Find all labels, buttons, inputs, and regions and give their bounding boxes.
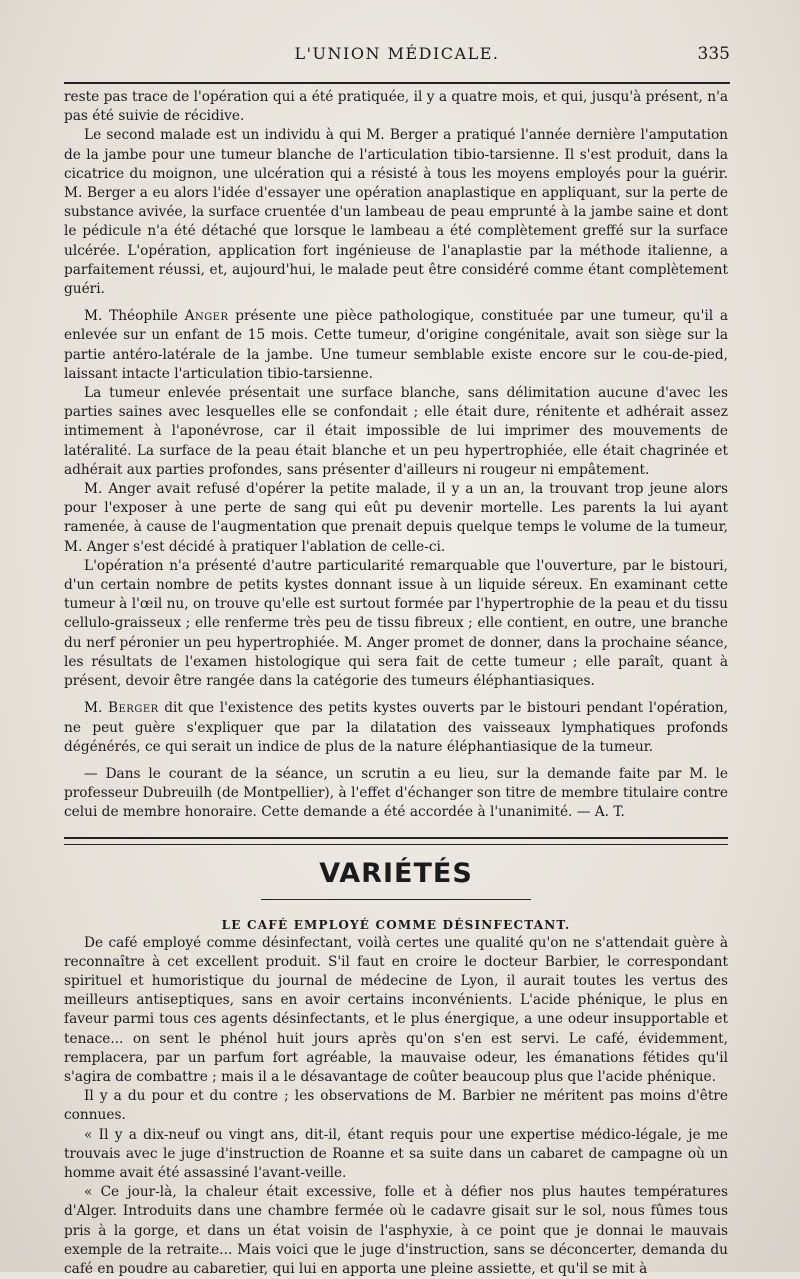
paragraph: La tumeur enlevée présentait une surface blanche, sans délimitation aucune d'avec les parties saines avec lesquelles elle se confondait ; elle était dure, rénitente et adhérait assez intimement à l'aponévrose, car il était impossible de lui imprimer des mouvements de latéralité. La surface de la peau était blanche et un peu hypertrophiée, elle était chagrinée et adhérait aux parties profondes, sans présenter d'ailleurs ni rougeur ni empâtement. <box>64 385 728 478</box>
paragraph: « Il y a dix-neuf ou vingt ans, dit-il, étant requis pour une expertise médico-légale, je me trouvais avec le juge d'instruction de Roanne et sa suite dans un cabaret de campagne où un homme avait été assassiné l'avant-veille. <box>64 1126 728 1181</box>
article-title: LE CAFÉ EMPLOYÉ COMME DÉSINFECTANT. <box>221 917 571 932</box>
section-title: VARIÉTÉS <box>319 857 473 889</box>
paragraph-lead: M. Théophile <box>84 308 185 325</box>
section-title-rule <box>261 899 531 900</box>
paragraph <box>64 307 728 384</box>
section-divider <box>64 837 728 845</box>
paragraph: « Ce jour-là, la chaleur était excessive, folle et à défier nos plus hautes températures d'Alger. Introduits dans une chambre fermée où le cadavre gisait sur le sol, nous fûmes tous pris à la gorge, et dans un état voisin de l'asphyxie, à ce point que je donnai le mauvais exemple de la retraite... Mais voici que le juge d'instruction, sans se déconcerter, demanda du café en poudre au cabaretier, qui lui en apporta une pleine assiette, et qu'il se mit à <box>64 1184 728 1277</box>
speaker-name: Anger <box>184 308 229 325</box>
page-number: 335 <box>697 44 730 64</box>
paragraph: De café employé comme désinfectant, voilà certes une qualité qu'on ne s'attendait guère à reconnaître à cet excellent produit. S'il faut en croire le docteur Barbier, le correspondant spirituel et humoristique du journal de médecine de Lyon, il aurait toutes les vertus des meilleurs antiseptiques, sans en avoir certains inconvénients. L'acide phénique, le plus en faveur parmi tous ces agents désinfectants, et le plus énergique, a une odeur insupportable et tenace... on sent le phénol huit jours après qu'on s'en est servi. Le café, évidemment, remplacera, par un parfum fort agréable, la mauvaise odeur, les émanations fétides qu'il s'agira de combattre ; mais il a le désavantage de coûter beaucoup plus que l'acide phénique. <box>64 934 728 1085</box>
speaker-name: Berger <box>107 700 159 717</box>
header-rule <box>64 82 730 84</box>
page-body <box>64 88 728 1279</box>
paragraph: M. Anger avait refusé d'opérer la petite malade, il y a un an, la trouvant trop jeune alors pour l'exposer à une perte de sang qui eût pu devenir mortelle. Les parents la lui ayant ramenée, à cause de l'augmentation que prenait depuis quelque temps le volume de la tumeur, M. Anger s'est décidé à pratiquer l'ablation de celle-ci. <box>64 481 728 555</box>
page-header <box>64 44 730 72</box>
paragraph-text: présente une pièce pathologique, constituée par une tumeur, qu'il a enlevée sur un enfant de 15 mois. Cette tumeur, d'origine congénitale, avait son siège sur la partie antéro-latérale de la jambe. Une tumeur semblable existe encore sur le cou-de-pied, laissant intacte l'articulation tibio-tarsienne. <box>64 308 728 382</box>
paragraph: reste pas trace de l'opération qui a été pratiquée, il y a quatre mois, et qui, jusqu'à présent, n'a pas été suivie de récidive. <box>64 89 728 125</box>
paragraph-text: dit que l'existence des petits kystes ouverts par le bistouri pendant l'opération, ne peut guère s'expliquer que par la dilatation des vaisseaux lymphatiques profonds dégénérés, ce qui serait un indice de plus de la nature éléphantiasique de la tumeur. <box>64 700 728 755</box>
paragraph: — Dans le courant de la séance, un scrutin a eu lieu, sur la demande faite par M. le professeur Dubreuilh (de Montpellier), à l'effet d'échanger son titre de membre titulaire contre celui de membre honoraire. Cette demande a été accordée à l'unanimité. — A. T. <box>64 765 728 821</box>
paragraph <box>64 699 728 757</box>
paragraph: L'opération n'a présenté d'autre particularité remarquable que l'ouverture, par le bistouri, d'un certain nombre de petits kystes donnant issue à un liquide séreux. En examinant cette tumeur à l'œil nu, on trouve qu'elle est surtout formée par l'hypertrophie de la peau et du tissu cellulo-graisseux ; elle renferme très peu de tissu fibreux ; elle contient, en outre, une branche du nerf péronier un peu hypertrophiée. M. Anger promet de donner, dans la prochaine séance, les résultats de l'examen histologique qui sera fait de cette tumeur ; elle paraît, quant à présent, devoir être rangée dans la catégorie des tumeurs éléphantiasiques. <box>64 557 728 690</box>
paragraph: Il y a du pour et du contre ; les observations de M. Barbier ne méritent pas moins d'être connues. <box>64 1088 728 1124</box>
paragraph: Le second malade est un individu à qui M. Berger a pratiqué l'année dernière l'amputation de la jambe pour une tumeur blanche de l'articulation tibio-tarsienne. Il s'est produit, dans la cicatrice du moignon, une ulcération qui a résisté à tous les moyens employés pour la guérir. M. Berger a eu alors l'idée d'essayer une opération anaplastique en appliquant, sur la perte de substance avivée, la surface cruentée d'un lambeau de peau emprunté à la jambe saine et dont le pédicule n'a été détaché que lorsque le lambeau a été complètement greffé sur la surface ulcérée. L'opération, application fort ingénieuse de l'anaplastie par la méthode italienne, a parfaitement réussi, et, aujourd'hui, le malade peut être considéré comme étant complètement guéri. <box>64 127 728 298</box>
paragraph-lead: M. <box>84 700 108 717</box>
running-title: L'UNION MÉDICALE. <box>294 44 500 63</box>
